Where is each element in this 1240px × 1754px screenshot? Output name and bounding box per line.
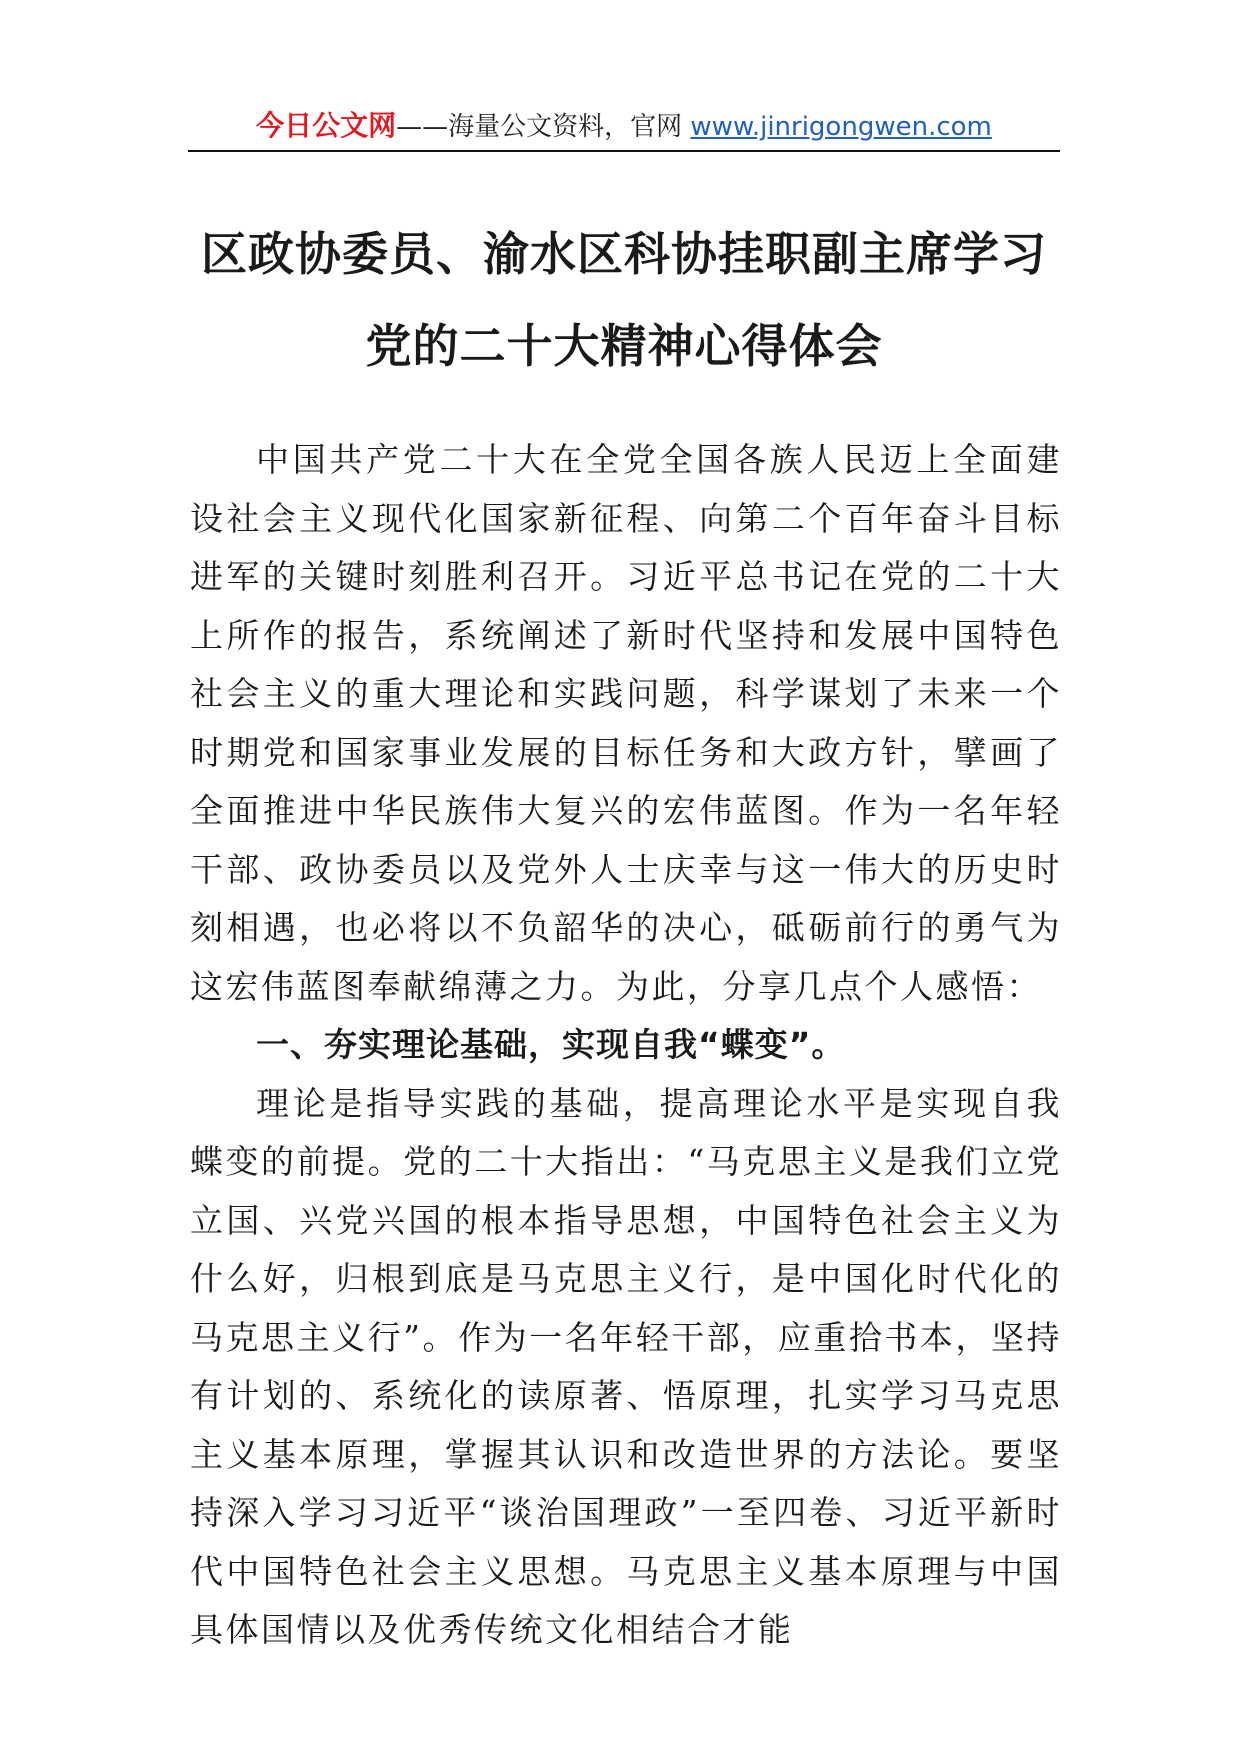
header-tagline: 海量公文资料，官网	[448, 112, 691, 142]
document-body	[190, 431, 1062, 1660]
title-line-2: 党的二十大精神心得体会	[365, 319, 883, 373]
section-heading-1: 一、夯实理论基础，实现自我“蝶变”。	[256, 1025, 846, 1064]
paragraph-theory: 理论是指导实践的基础，提高理论水平是实现自我蝶变的前提。党的二十大指出：“马克思主义是我们立党立国、兴党兴国的根本指导思想，中国特色社会主义为什么好，归根到底是马克思主义行，是中国化时代化的马克思主义行”。作为一名年轻干部，应重拾书本，坚持有计划的、系统化的读原著、悟原理，扎实学习马克思主义基本原理，掌握其认识和改造世界的方法论。要坚持深入学习习近平“谈治国理政”一至四卷、习近平新时代中国特色社会主义思想。马克思主义基本原理与中国具体国情以及优秀传统文化相结合才能	[190, 1083, 1062, 1649]
header-dash: ——	[396, 112, 449, 142]
header-divider	[188, 150, 1060, 152]
site-url-link[interactable]: www.jinrigongwen.com	[690, 112, 992, 142]
paragraph-intro: 中国共产党二十大在全党全国各族人民迈上全面建设社会主义现代化国家新征程、向第二个百年奋斗目标进军的关键时刻胜利召开。习近平总书记在党的二十大上所作的报告，系统阐述了新时代坚持和发展中国特色社会主义的重大理论和实践问题，科学谋划了未来一个时期党和国家事业发展的目标任务和大政方针，擘画了全面推进中华民族伟大复兴的宏伟蓝图。作为一名年轻干部、政协委员以及党外人士庆幸与这一伟大的历史时刻相遇，也必将以不负韶华的决心，砥砺前行的勇气为这宏伟蓝图奉献绵薄之力。为此，分享几点个人感悟：	[190, 440, 1062, 1006]
site-brand: 今日公文网	[256, 109, 397, 142]
title-line-1: 区政协委员、渝水区科协挂职副主席学习	[201, 227, 1047, 281]
site-header	[188, 104, 1060, 148]
document-title	[188, 208, 1060, 392]
